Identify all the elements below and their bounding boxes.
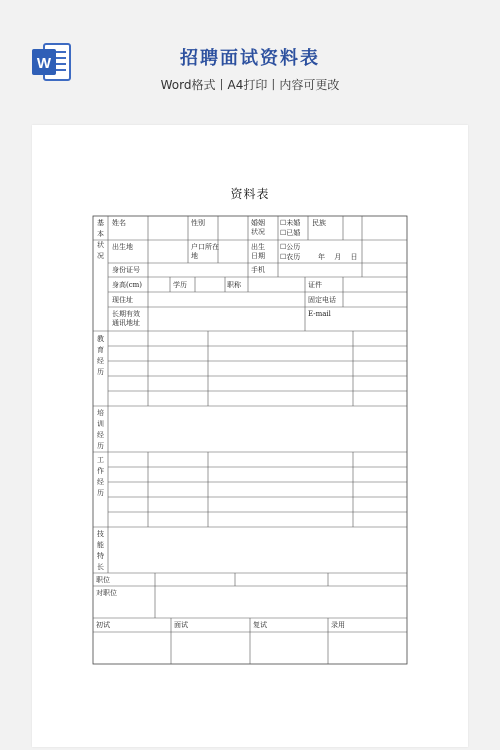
section-basic: 基本状况 bbox=[97, 219, 104, 260]
section-education: 教育经历 bbox=[97, 335, 104, 376]
section-work: 工作经历 bbox=[97, 456, 104, 497]
checkbox-married[interactable]: ☐已婚 bbox=[280, 229, 301, 237]
svg-text:W: W bbox=[36, 55, 52, 72]
label-id-number: 身份证号 bbox=[112, 266, 140, 274]
label-date: 年 月 日 bbox=[318, 253, 358, 261]
label-landline: 固定电话 bbox=[308, 296, 336, 304]
label-hukou: 户口所在地 bbox=[191, 243, 219, 260]
label-title: 职称 bbox=[227, 281, 241, 289]
label-height: 身高(cm) bbox=[112, 281, 143, 289]
label-ethnicity: 民族 bbox=[312, 219, 326, 227]
label-certificate: 证件 bbox=[308, 281, 322, 289]
label-position: 职位 bbox=[96, 576, 110, 584]
label-birthdate: 出生日期 bbox=[251, 243, 265, 260]
section-training: 培训经历 bbox=[97, 409, 104, 450]
label-education: 学历 bbox=[173, 281, 187, 289]
label-birthplace: 出生地 bbox=[112, 243, 133, 251]
section-skills: 技能特长 bbox=[97, 530, 104, 571]
checkbox-lunar[interactable]: ☐农历 bbox=[280, 253, 301, 261]
label-marital: 婚姻状况 bbox=[251, 219, 265, 236]
label-address: 现住址 bbox=[112, 296, 133, 304]
label-mail-address: 长期有效通讯地址 bbox=[112, 310, 140, 327]
label-second-interview: 复试 bbox=[253, 621, 267, 629]
label-phone: 手机 bbox=[251, 266, 265, 274]
label-position-note: 对职位 bbox=[96, 589, 117, 597]
label-gender: 性别 bbox=[191, 219, 205, 227]
label-interview: 面试 bbox=[174, 621, 188, 629]
label-name: 姓名 bbox=[112, 219, 126, 227]
checkbox-solar[interactable]: ☐公历 bbox=[280, 243, 301, 251]
header bbox=[0, 0, 500, 110]
page-subtitle: Word格式丨A4打印丨内容可更改 bbox=[160, 78, 340, 92]
checkbox-unmarried[interactable]: ☐未婚 bbox=[280, 219, 301, 227]
label-first-interview: 初试 bbox=[96, 621, 110, 629]
label-hired: 录用 bbox=[331, 621, 345, 629]
page-title: 招聘面试资料表 bbox=[180, 48, 320, 69]
label-email: E-mail bbox=[308, 310, 331, 318]
document-title: 资料表 bbox=[230, 187, 270, 201]
